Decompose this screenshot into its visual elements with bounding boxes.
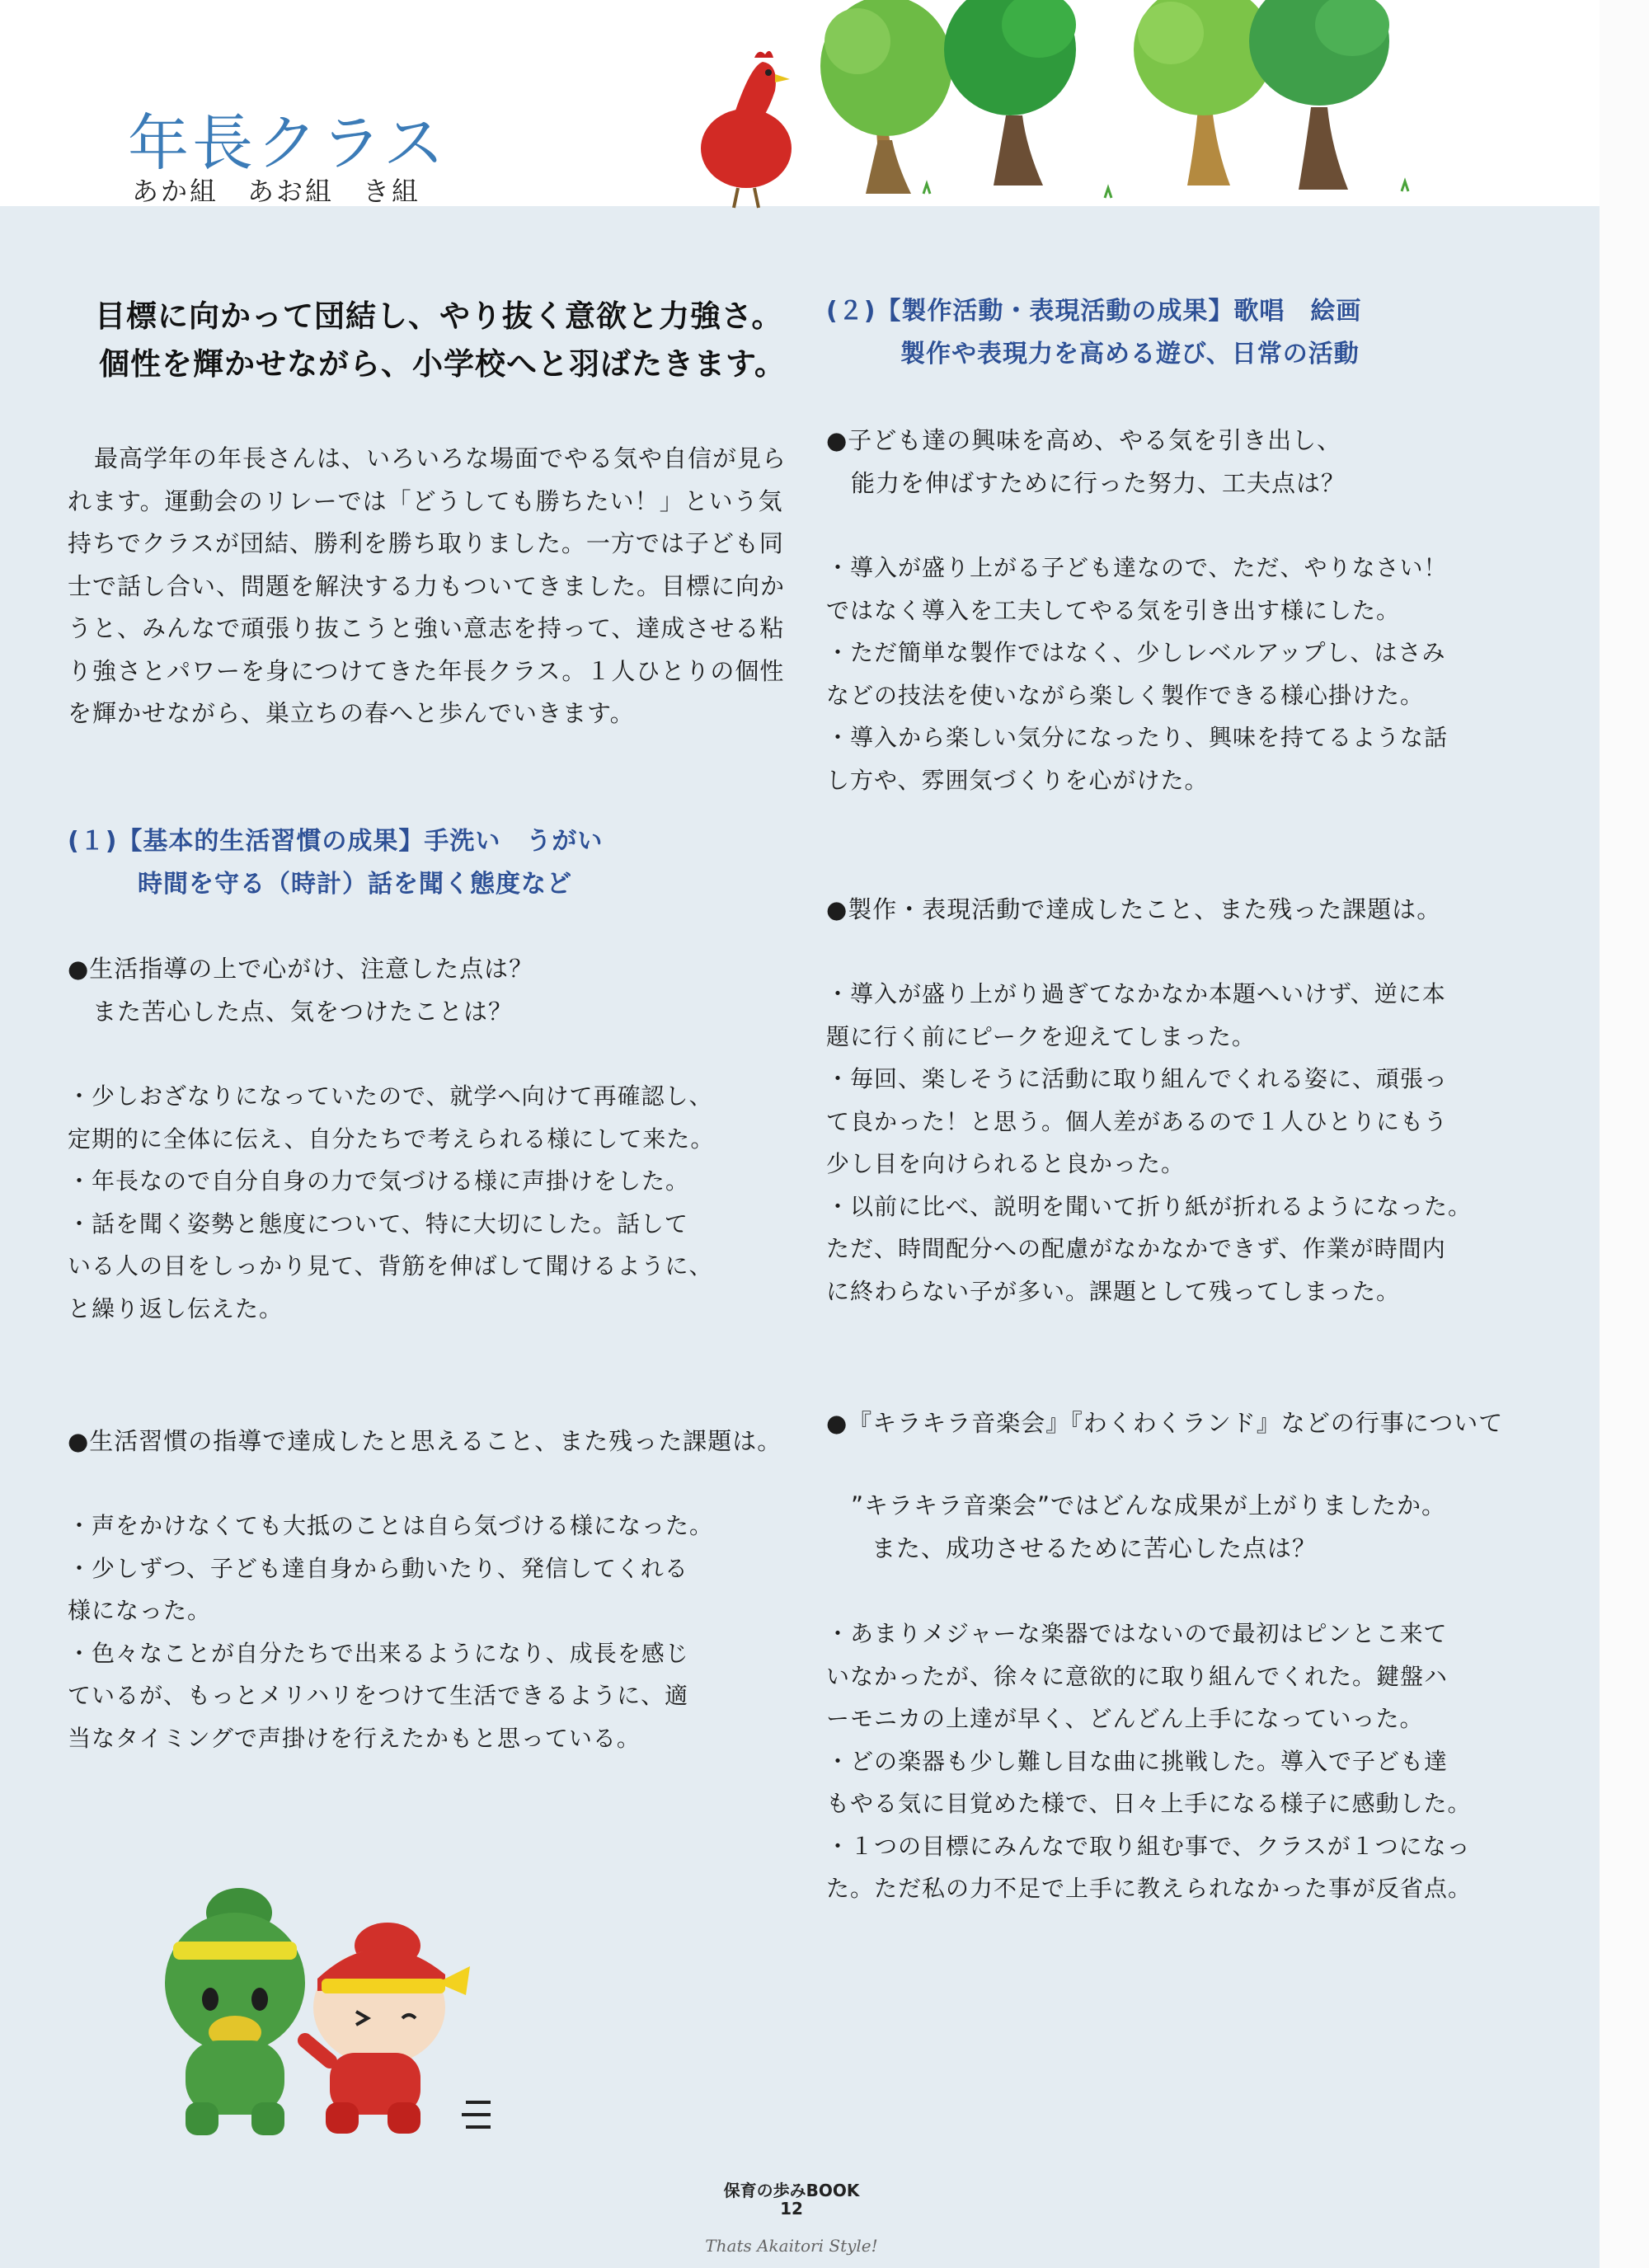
red-hen-icon [701, 51, 792, 208]
answer-line: た。ただ私の力不足で上手に教えられなかった事が反省点。 [826, 1875, 1473, 1902]
answer-line: ・導入が盛り上がる子ども達なので、ただ、やりなさい！ [826, 554, 1448, 581]
answer-line: ではなく導入を工夫してやる気を引き出す様にした。 [826, 596, 1401, 624]
lead-line: 個性を輝かせながら、小学校へと羽ばたきます。 [99, 346, 787, 382]
answer-line: て良かった！と思う。個人差があるので１人ひとりにもう [826, 1107, 1449, 1135]
footer [693, 2181, 890, 2218]
footer-book-title: 保育の歩みBOOK [723, 2181, 860, 2200]
section1-answer2 [68, 1505, 713, 1759]
question-line: ”キラキラ音楽会”ではどんな成果が上がりましたか。 [851, 1491, 1447, 1519]
question-line: ●子ども達の興味を高め、やる気を引き出し、 [826, 426, 1342, 454]
answer-line: ・ただ簡単な製作ではなく、少しレベルアップし、はさみ [826, 639, 1446, 666]
answer-line: ・導入から楽しい気分になったり、興味を持てるような話 [826, 724, 1449, 751]
page-title: 年長クラス [128, 108, 448, 179]
section1-question1 [68, 947, 533, 1033]
tree-icon [1249, 0, 1389, 190]
section1-heading-line: 時間を守る（時計）話を聞く態度など [138, 870, 572, 899]
answer-line: 当なタイミングで声掛けを行えたかもと思っている。 [68, 1724, 641, 1752]
intro-line: 最高学年の年長さんは、いろいろな場面でやる気や自信が見ら [94, 444, 787, 472]
answer-line: ・あまりメジャーな楽器ではないので最初はピンとこ来て [826, 1620, 1448, 1647]
section2-question2 [826, 888, 1441, 931]
intro-paragraph [68, 438, 787, 735]
answer-line: ーモニカの上達が早く、どんどん上手になっていった。 [826, 1705, 1424, 1732]
answer-line: ・以前に比べ、説明を聞いて折り紙が折れるようになった。 [826, 1192, 1473, 1220]
section2-question1 [826, 419, 1346, 505]
answer-line: 定期的に全体に伝え、自分たちで考えられる様にして来た。 [68, 1125, 715, 1153]
intro-line: うと、みんなで頑張り抜こうと強い意志を持って、達成させる粘 [68, 614, 785, 642]
answer-line: ・声をかけなくても大抵のことは自ら気づける様になった。 [68, 1512, 714, 1539]
section2-heading [826, 290, 1361, 376]
answer-line: ・どの楽器も少し難し目な曲に挑戦した。導入で子ども達 [826, 1747, 1449, 1775]
answer-line: いる人の目をしっかり見て、背筋を伸ばして聞けるように、 [68, 1252, 713, 1280]
answer-line: ただ、時間配分への配慮がなかなかできず、作業が時間内 [826, 1235, 1446, 1262]
answer-line: ・導入が盛り上がり過ぎてなかなか本題へいけず、逆に本 [826, 980, 1446, 1007]
section1-heading-line: (１)【基本的生活習慣の成果】手洗い うがい [68, 827, 604, 856]
section2-heading-line: 製作や表現力を高める遊び、日常の活動 [900, 340, 1360, 369]
intro-line: れます。運動会のリレーでは「どうしても勝ちたい！」という気 [68, 486, 783, 515]
answer-line: に終わらない子が多い。課題として残ってしまった。 [826, 1277, 1401, 1305]
trees-and-hen-illustration [676, 0, 1501, 214]
answer-line: ・少しずつ、子ども達自身から動いたり、発信してくれる [68, 1554, 688, 1582]
answer-line: 少し目を向けられると良かった。 [826, 1150, 1186, 1177]
section1-answer1 [68, 1075, 714, 1330]
intro-line: り強さとパワーを身につけてきた年長クラス。１人ひとりの個性 [68, 656, 785, 685]
answer-line: などの技法を使いながら楽しく製作できる様心掛けた。 [826, 681, 1425, 709]
answer-line: いなかったが、徐々に意欲的に取り組んでくれた。鍵盤ハ [826, 1662, 1449, 1690]
answer-line: 題に行く前にピークを迎えてしまった。 [826, 1022, 1256, 1050]
tree-icon [944, 0, 1076, 185]
red-mascot-icon [305, 1923, 491, 2134]
section2-answer3 [826, 1613, 1472, 1910]
answer-line: もやる気に目覚めた様で、日々上手になる様子に感動した。 [826, 1790, 1472, 1817]
answer-line: ・話を聞く姿勢と態度について、特に大切にした。話して [68, 1209, 688, 1237]
answer-line: ているが、もっとメリハリをつけて生活できるように、適 [68, 1682, 689, 1709]
page-number: 12 [780, 2199, 803, 2219]
mascot-characters-illustration [140, 1863, 585, 2152]
question-line: 能力を伸ばすために行った努力、工夫点は？ [851, 469, 1346, 497]
class-names: あか組 あお組 き組 [132, 176, 421, 207]
green-mascot-icon [165, 1888, 305, 2135]
answer-line: ・１つの目標にみんなで取り組む事で、クラスが１つになっ [826, 1832, 1471, 1860]
answer-line: ・少しおざなりになっていたので、就学へ向けて再確認し、 [68, 1082, 713, 1110]
section2-question3-sub [826, 1484, 1446, 1570]
intro-line: 士で話し合い、問題を解決する力もついてきました。目標に向か [68, 571, 786, 600]
question-line: また苦心した点、気をつけたことは？ [92, 998, 514, 1026]
section2-answer1 [826, 547, 1448, 801]
question-line: ●生活習慣の指導で達成したと思えること、また残った課題は。 [68, 1427, 782, 1455]
section1-heading [68, 820, 603, 906]
section1-question2 [68, 1420, 782, 1463]
section2-heading-line: (２)【製作活動・表現活動の成果】歌唱 絵画 [826, 297, 1362, 326]
question-line: また、成功させるために苦心した点は？ [871, 1534, 1318, 1562]
answer-line: ・色々なことが自分たちで出来るようになり、成長を感じ [68, 1639, 689, 1667]
lead-line: 目標に向かって団結し、やり抜く意欲と力強さ。 [95, 298, 783, 334]
section2-question3 [826, 1402, 1503, 1444]
lead-text [95, 293, 786, 388]
question-line: ●生活指導の上で心がけ、注意した点は？ [68, 955, 534, 983]
question-line: ●製作・表現活動で達成したこと、また残った課題は。 [826, 895, 1442, 923]
answer-line: と繰り返し伝えた。 [68, 1294, 284, 1322]
answer-line: ・毎回、楽しそうに活動に取り組んでくれる姿に、頑張っ [826, 1065, 1449, 1092]
page-edge [1600, 0, 1649, 2268]
intro-line: 持ちでクラスが団結、勝利を勝ち取りました。一方では子ども同 [68, 529, 784, 557]
answer-line: し方や、雰囲気づくりを心がけた。 [826, 766, 1209, 794]
tree-icon [820, 0, 952, 194]
answer-line: 様になった。 [68, 1597, 212, 1624]
intro-line: を輝かせながら、巣立ちの春へと歩んでいきます。 [68, 699, 635, 727]
section2-answer2 [826, 973, 1472, 1312]
answer-line: ・年長なので自分自身の力で気づける様に声掛けをした。 [68, 1167, 690, 1195]
footer-signature: Thats Akaitori Style! [705, 2236, 878, 2256]
question-line: ●『キラキラ音楽会』『わくわくランド』などの行事について [826, 1409, 1504, 1437]
